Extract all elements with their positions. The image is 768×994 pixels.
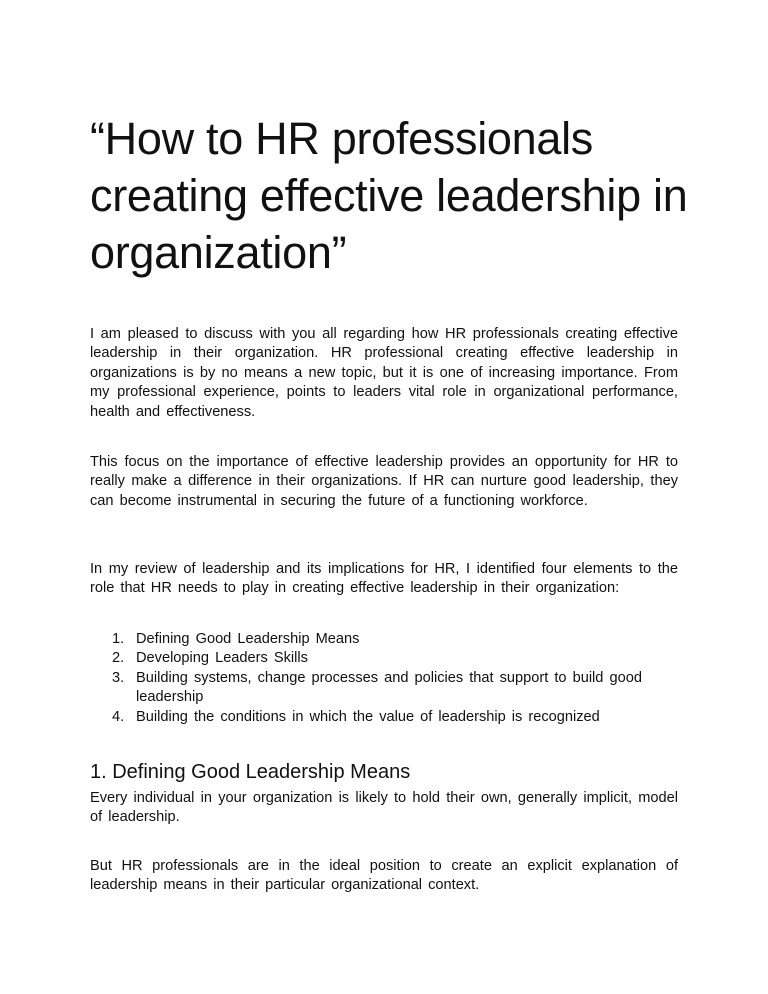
elements-list (90, 630, 656, 727)
focus-paragraph: This focus on the importance of effective leadership provides an opportunity for HR to really make a difference in their organizations. If HR can nurture good leadership, they can become instrumental in securing the future of a functioning workforce. (90, 454, 678, 509)
list-item-text: Developing Leaders Skills (136, 650, 308, 667)
list-item-number: 4. (112, 708, 125, 725)
list-item-number: 1. (112, 631, 125, 647)
list-item (90, 708, 656, 727)
list-item-number: 2. (112, 650, 125, 667)
list-item-text: Building systems, change processes and policies that support to build good leadership (136, 669, 642, 706)
section-paragraph: But HR professionals are in the ideal position to create an explicit explanation of leadership means in their particular organizational context. (90, 858, 678, 894)
review-paragraph: In my review of leadership and its implications for HR, I identified four elements to the role that HR needs to play in creating effective leadership in their organization: (90, 561, 678, 597)
section-paragraph: Every individual in your organization is likely to hold their own, generally implicit, model of leadership. (90, 790, 678, 826)
list-item-text: Building the conditions in which the value of leadership is recognized (136, 708, 600, 725)
list-item (90, 630, 656, 649)
section-heading: 1. Defining Good Leadership Means (90, 761, 411, 783)
list-item (90, 649, 656, 668)
list-item-text: Defining Good Leadership Means (136, 631, 360, 647)
list-item (90, 669, 656, 708)
intro-paragraph: I am pleased to discuss with you all regarding how HR professionals creating effective leadership in their organization. HR professional creating effective leadership in organizations is by no means a new topic, but it is one of increasing importance. From my professional experience, points to leaders vital role in organizational performance, health and effectiveness. (90, 326, 678, 420)
list-item-number: 3. (112, 669, 125, 686)
document-title: “How to HR professionals creating effective leadership in organization” (90, 113, 688, 278)
